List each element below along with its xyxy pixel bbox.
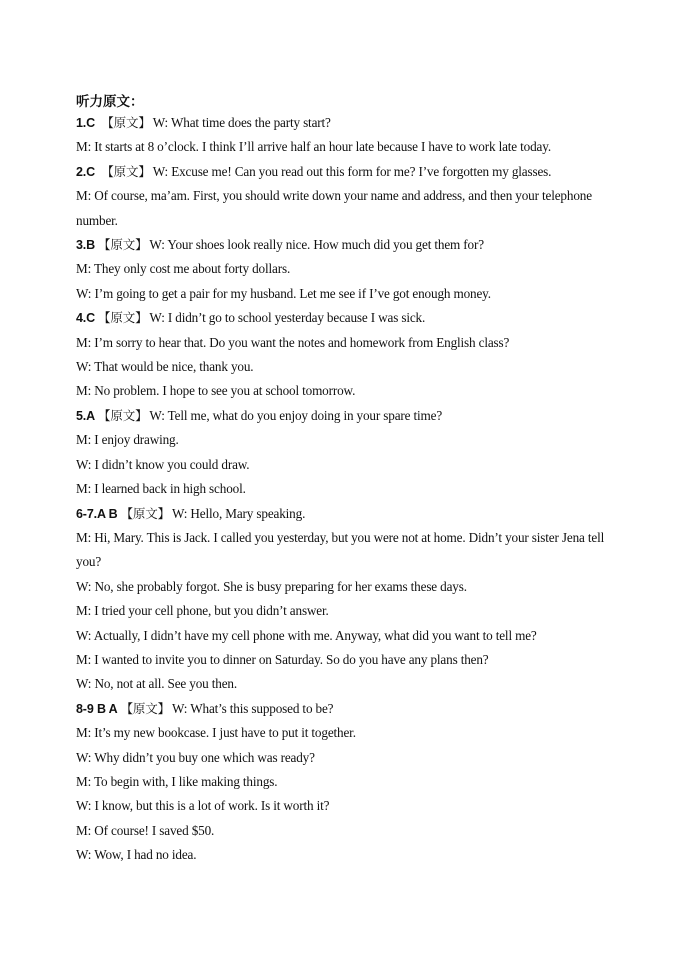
dialogue-text: W: I didn’t know you could draw.: [76, 456, 250, 472]
answer-label: 1.C: [76, 116, 99, 130]
transcript-lines: [76, 111, 621, 868]
dialogue-line: [76, 184, 621, 233]
source-tag: 【原文】: [101, 115, 151, 130]
dialogue-line: [76, 331, 621, 355]
question-line: [76, 502, 621, 526]
dialogue-line: [76, 794, 621, 818]
dialogue-text: M: I tried your cell phone, but you didn’t answer.: [76, 603, 329, 619]
dialogue-line: [76, 135, 621, 159]
dialogue-text: W: I’m going to get a pair for my husband. Let me see if I’ve got enough money.: [76, 285, 491, 301]
dialogue-line: [76, 379, 621, 403]
question-line: [76, 111, 621, 135]
answer-label: 2.C: [76, 164, 99, 179]
dialogue-text: M: Of course! I saved $50.: [76, 822, 215, 838]
dialogue-line: [76, 428, 621, 452]
answer-label: 4.C: [76, 311, 96, 326]
dialogue-line: [76, 575, 621, 599]
dialogue-text: W: I know, but this is a lot of work. Is it worth it?: [76, 798, 330, 814]
dialogue-text: M: Hi, Mary. This is Jack. I called you yesterday, but you were not at home. Didn’t your sister Jena tell you?: [76, 529, 605, 570]
question-line: [76, 404, 621, 428]
source-tag: 【原文】: [98, 237, 148, 253]
dialogue-line: [76, 648, 621, 672]
dialogue-line: [76, 257, 621, 281]
dialogue-line: [76, 599, 621, 623]
dialogue-text: M: I’m sorry to hear that. Do you want the notes and homework from English class?: [76, 334, 510, 350]
answer-label: 3.B: [76, 238, 96, 253]
dialogue-text: W: Actually, I didn’t have my cell phone with me. Anyway, what did you want to tell me?: [76, 627, 537, 643]
dialogue-text: W: What’s this supposed to be?: [171, 700, 334, 716]
dialogue-line: [76, 526, 621, 575]
dialogue-line: [76, 770, 621, 794]
dialogue-text: M: Of course, ma’am. First, you should write down your name and address, and then your telephone number.: [76, 188, 592, 228]
source-tag: 【原文】: [120, 700, 170, 716]
dialogue-text: W: No, not at all. See you then.: [76, 676, 237, 692]
question-line: [76, 233, 621, 257]
dialogue-text: W: I didn’t go to school yesterday because I was sick.: [149, 310, 426, 326]
source-tag: 【原文】: [101, 163, 151, 179]
dialogue-text: W: Wow, I had no idea.: [76, 847, 197, 863]
dialogue-text: W: Why didn’t you buy one which was ready?: [76, 749, 315, 765]
dialogue-line: [76, 721, 621, 745]
dialogue-text: M: I wanted to invite you to dinner on Saturday. So do you have any plans then?: [76, 651, 489, 667]
dialogue-text: M: I learned back in high school.: [76, 481, 246, 497]
dialogue-text: W: Excuse me! Can you read out this form for me? I’ve forgotten my glasses.: [152, 163, 552, 179]
transcript: [76, 93, 621, 868]
dialogue-text: M: It starts at 8 o’clock. I think I’ll arrive half an hour late because I have to work late today.: [76, 139, 551, 155]
source-tag: 【原文】: [120, 505, 170, 521]
dialogue-line: [76, 477, 621, 501]
dialogue-line: [76, 355, 621, 379]
dialogue-text: M: I enjoy drawing.: [76, 432, 179, 448]
dialogue-text: W: No, she probably forgot. She is busy preparing for her exams these days.: [76, 578, 467, 594]
answer-label: 5.A: [76, 408, 96, 423]
dialogue-text: W: That would be nice, thank you.: [76, 359, 254, 375]
dialogue-line: [76, 746, 621, 770]
dialogue-text: M: No problem. I hope to see you at school tomorrow.: [76, 383, 356, 399]
dialogue-line: [76, 453, 621, 477]
dialogue-line: [76, 624, 621, 648]
source-tag: 【原文】: [98, 310, 148, 326]
question-line: [76, 697, 621, 721]
question-line: [76, 160, 621, 184]
dialogue-text: M: They only cost me about forty dollars.: [76, 261, 291, 277]
dialogue-text: W: Hello, Mary speaking.: [171, 505, 306, 521]
dialogue-line: [76, 672, 621, 696]
dialogue-line: [76, 282, 621, 306]
transcript-title: 听力原文：: [76, 94, 144, 109]
dialogue-text: W: What time does the party start?: [152, 115, 331, 130]
answer-label: 6-7.A B: [76, 506, 118, 521]
answer-label: 8-9 B A: [76, 701, 118, 716]
dialogue-text: W: Tell me, what do you enjoy doing in your spare time?: [149, 407, 443, 423]
dialogue-text: M: It’s my new bookcase. I just have to put it together.: [76, 725, 356, 741]
question-line: [76, 306, 621, 330]
dialogue-line: [76, 819, 621, 843]
source-tag: 【原文】: [98, 407, 148, 423]
dialogue-line: [76, 843, 621, 867]
dialogue-text: W: Your shoes look really nice. How much did you get them for?: [149, 237, 484, 253]
dialogue-text: M: To begin with, I like making things.: [76, 773, 278, 789]
